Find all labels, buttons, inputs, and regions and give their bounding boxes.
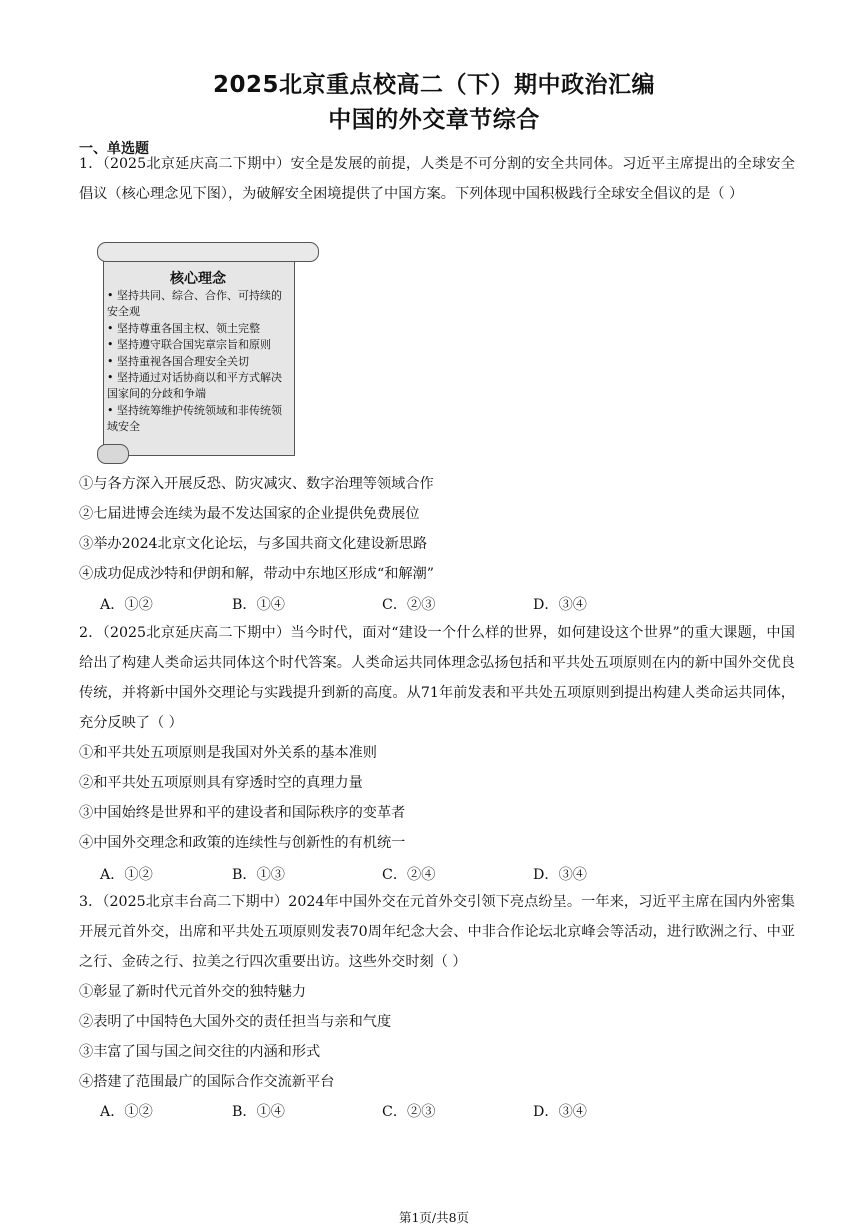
choice-c[interactable]: C．②④ [382,867,436,883]
question-3-stem: 3．（2025北京丰台高二下期中）2024年中国外交在元首外交引领下亮点纷呈。一年来，习近平主席在国内外密集开展元首外交，出席和平共处五项原则发表70周年纪念大会、中非合作论坛北京峰会等活动，进行欧洲之行、中亚之行、金砖之行、拉美之行四次重要出访。这些外交时刻（ ） [79,894,795,970]
choice-a[interactable]: A．①② [100,1104,153,1120]
section-title: 一、单选题 [79,141,149,157]
choice-c[interactable]: C．②③ [382,1104,436,1120]
figure-item: • 坚持通过对话协商以和平方式解决国家间的分歧和争端 [107,371,282,401]
choice-c[interactable]: C．②③ [382,597,436,613]
q1-option-3: ③举办2024北京文化论坛，与多国共商文化建设新思路 [79,536,428,552]
figure-title: 核心理念 [170,271,226,287]
choice-d[interactable]: D．③④ [533,1104,587,1120]
q2-option-1: ①和平共处五项原则是我国对外关系的基本准则 [79,745,377,761]
document-title: 2025北京重点校高二（下）期中政治汇编 [212,72,655,98]
figure-item: • 坚持遵守联合国宪章宗旨和原则 [107,338,271,352]
q1-option-1: ①与各方深入开展反恐、防灾减灾、数字治理等领域合作 [79,476,434,492]
q2-option-3: ③中国始终是世界和平的建设者和国际秩序的变革者 [79,805,406,821]
choice-a[interactable]: A．①② [100,597,153,613]
q3-option-2: ②表明了中国特色大国外交的责任担当与亲和气度 [79,1014,392,1030]
choice-a[interactable]: A．①② [100,867,153,883]
question-2-stem: 2．（2025北京延庆高二下期中）当今时代，面对“建设一个什么样的世界，如何建设这个世界”的重大课题，中国给出了构建人类命运共同体这个时代答案。人类命运共同体理念弘扬包括和平共处五项原则在内的新中国外交优良传统，并将新中国外交理论与实践提升到新的高度。从71年前发表和平共处五项原则到提出构建人类命运共同体，充分反映了（ ） [79,625,795,731]
core-concept-scroll-figure [97,242,319,464]
question-1-stem: 1．（2025北京延庆高二下期中）安全是发展的前提，人类是不可分割的安全共同体。习近平主席提出的全球安全倡议（核心理念见下图），为破解安全困境提供了中国方案。下列体现中国积极践行全球安全倡议的是（ ） [79,156,795,202]
q2-option-2: ②和平共处五项原则具有穿透时空的真理力量 [79,775,363,791]
scroll-top-roll [97,242,319,262]
choice-b[interactable]: B．①④ [232,597,285,613]
choice-b[interactable]: B．①③ [232,867,285,883]
figure-item: • 坚持共同、综合、合作、可持续的安全观 [107,289,282,319]
scroll-bottom-roll [97,444,129,464]
q3-option-1: ①彰显了新时代元首外交的独特魅力 [79,984,307,1000]
document-subtitle: 中国的外交章节综合 [328,107,540,133]
q3-option-3: ③丰富了国与国之间交往的内涵和形式 [79,1044,321,1060]
q1-option-4: ④成功促成沙特和伊朗和解，带动中东地区形成“和解潮” [79,566,435,582]
q3-option-4: ④搭建了范围最广的国际合作交流新平台 [79,1074,335,1090]
figure-item: • 坚持重视各国合理安全关切 [107,354,249,368]
q2-option-4: ④中国外交理念和政策的连续性与创新性的有机统一 [79,835,406,851]
page-footer: 第1页/共8页 [398,1210,470,1225]
figure-item: • 坚持尊重各国主权、领土完整 [107,321,260,335]
choice-d[interactable]: D．③④ [533,867,587,883]
choice-b[interactable]: B．①④ [232,1104,285,1120]
figure-item: • 坚持统筹维护传统领域和非传统领域安全 [107,403,282,434]
q1-option-2: ②七届进博会连续为最不发达国家的企业提供免费展位 [79,506,420,522]
figure-list [107,288,291,436]
choice-d[interactable]: D．③④ [533,597,587,613]
